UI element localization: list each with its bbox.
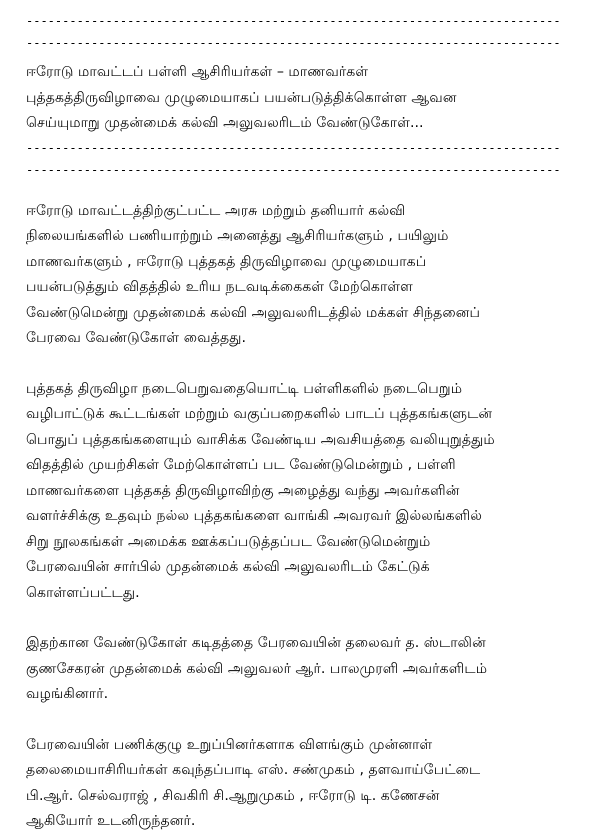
paragraph-line: வழிபாட்டுக் கூட்டங்கள் மற்றும் வகுப்பறைகளில் பாடப் புத்தகங்களுடன் xyxy=(26,406,493,422)
separator-line: -------------------------------------------------------------------------- xyxy=(26,140,561,155)
paragraph-line: பேரவையின் சார்பில் முதன்மைக் கல்வி அலுவலரிடம் கேட்டுக் xyxy=(26,559,430,575)
paragraph-line: கொள்ளப்பட்டது. xyxy=(26,584,140,601)
separator-top xyxy=(26,10,590,54)
paragraph-line: ஆகியோர் உடனிருந்தனர். xyxy=(26,813,196,829)
headline-line: செய்யுமாறு முதன்மைக் கல்வி அலுவலரிடம் வேண்டுகோள்... xyxy=(26,115,424,131)
paragraph-line: பேரவையின் பணிக்குழு உறுப்பினர்களாக விளங்கும் முன்னாள் xyxy=(26,736,433,753)
paragraph-line: புத்தகத் திருவிழா நடைபெறுவதையொட்டி பள்ளிகளில் நடைபெறும் xyxy=(26,380,463,397)
paragraph-line: சிறு நூலகங்கள் அமைக்க ஊக்கப்படுத்தப்பட வேண்டுமென்றும் xyxy=(26,533,431,550)
paragraph-line: பி.ஆர். செல்வராஜ் , சிவகிரி சி.ஆறுமுகம் , ஈரோடு டி. கணேசன் xyxy=(26,787,440,804)
separator-line: -------------------------------------------------------------------------- xyxy=(26,36,561,50)
paragraph-line: குணசேகரன் முதன்மைக் கல்வி அலுவலர் ஆர். பாலமுரளி அவர்களிடம் xyxy=(26,660,488,677)
headline xyxy=(26,60,590,137)
paragraph-line: தலைமையாசிரியர்கள் கவுந்தப்பாடி எஸ். சண்முகம் , தளவாய்பேட்டை xyxy=(26,762,481,778)
paragraph-line: பயன்படுத்தும் விதத்தில் உரிய நடவடிக்கைகள் மேற்கொள்ள xyxy=(26,279,413,295)
separator-bottom xyxy=(26,137,590,181)
headline-line: புத்தகத்திருவிழாவை முழுமையாகப் பயன்படுத்திக்கொள்ள ஆவன xyxy=(26,89,457,106)
paragraph-line: இதற்கான வேண்டுகோள் கடிதத்தை பேரவையின் தலைவர் த. ஸ்டாலின் xyxy=(26,635,486,651)
paragraph-line: பேரவை வேண்டுகோள் வைத்தது. xyxy=(26,330,247,346)
paragraph-3 xyxy=(26,631,590,708)
paragraph-line: விதத்தில் முயற்சிகள் மேற்கொள்ளப் பட வேண்டுமென்றும் , பள்ளி xyxy=(26,457,456,473)
paragraph-line: பொதுப் புத்தகங்களையும் வாசிக்க வேண்டிய அவசியத்தை வலியுறுத்தும் xyxy=(26,431,495,448)
paragraph-2 xyxy=(26,377,590,607)
paragraph-line: மாணவர்களை புத்தகத் திருவிழாவிற்கு அழைத்து வந்து அவர்களின் xyxy=(26,482,460,499)
separator-line: -------------------------------------------------------------------------- xyxy=(26,162,561,177)
headline-line: ஈரோடு மாவட்டப் பள்ளி ஆசிரியர்கள் – மாணவர்கள் xyxy=(26,64,369,80)
paragraph-4 xyxy=(26,733,590,835)
paragraph-line: நிலையங்களில் பணியாற்றும் அனைத்து ஆசிரியர்களும் , பயிலும் xyxy=(26,228,449,244)
paragraph-line: வளர்ச்சிக்கு உதவும் நல்ல புத்தகங்களை வாங்கி அவரவர் இல்லங்களில் xyxy=(26,508,483,524)
paragraph-line: வழங்கினார். xyxy=(26,686,109,702)
paragraph-line: ஈரோடு மாவட்டத்திற்குட்பட்ட அரசு மற்றும் தனியார் கல்வி xyxy=(26,202,406,219)
paragraph-line: வேண்டுமென்று முதன்மைக் கல்வி அலுவலரிடத்தில் மக்கள் சிந்தனைப் xyxy=(26,304,481,321)
paragraph-1 xyxy=(26,199,590,352)
separator-line: -------------------------------------------------------------------------- xyxy=(26,14,561,28)
document-page xyxy=(26,10,590,835)
paragraph-line: மாணவர்களும் , ஈரோடு புத்தகத் திருவிழாவை முழுமையாகப் xyxy=(26,253,427,270)
